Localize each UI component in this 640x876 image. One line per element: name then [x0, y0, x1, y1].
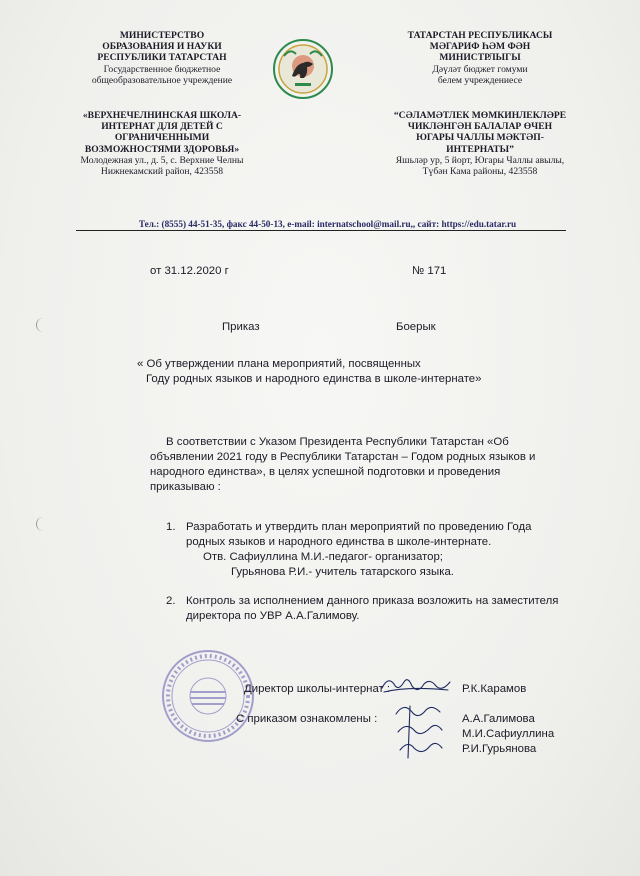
school-name: ИНТЕРНАТ ДЛЯ ДЕТЕЙ С [101, 121, 223, 133]
address: Нижнекамский район, 423558 [100, 166, 224, 178]
school-name: ИНТЕРНАТЫ” [446, 143, 514, 155]
org-type: белем учреждениесе [437, 74, 523, 86]
responsible-person: Отв. Сафиуллина М.И.-педагог- организатор; [203, 551, 443, 563]
ministry-name: МИНИСТРЛЫГЫ [439, 52, 521, 64]
official-stamp-icon [160, 648, 256, 744]
ministry-name: ОБРАЗОВАНИЯ И НАУКИ [102, 41, 222, 53]
director-signature-icon [378, 672, 454, 698]
director-label: Директор школы-интернат : [244, 683, 391, 695]
address: Молодежная ул., д. 5, с. Верхние Челны [80, 154, 244, 166]
responsible-person: Гурьянова Р.И.- учитель татарского языка. [231, 566, 454, 578]
school-name: ЧИКЛӘНГӘН БАЛАЛАР ӨЧЕН [407, 121, 553, 133]
contacts-line: Тел.: (8555) 44-51-35, факс 44-50-13, e-mail: internatschool@mail.ru,, сайт: https://edu.tatar.ru [138, 219, 517, 229]
list-item-number: 2. [166, 595, 176, 607]
acquainted-name: Р.И.Гурьянова [462, 743, 537, 755]
ministry-name: ТАТАРСТАН РЕСПУБЛИКАСЫ [407, 30, 553, 41]
acquainted-label: С приказом ознакомлены : [236, 713, 378, 725]
ministry-name: РЕСПУБЛИКИ ТАТАРСТАН [97, 52, 227, 64]
order-title-tt: Боерык [396, 321, 436, 333]
preamble: В соответствии с Указом Президента Республики Татарстан «Об [166, 436, 509, 448]
acquainted-name: А.А.Галимова [462, 713, 535, 725]
preamble: объявлении 2021 году в Республики Татарстан – Годом родных языков и [150, 451, 536, 463]
school-name: ОГРАНИЧЕННЫМИ [114, 132, 210, 144]
school-name: «ВЕРХНЕЧЕЛНИНСКАЯ ШКОЛА- [82, 110, 242, 122]
org-type: общеобразовательное учреждение [91, 74, 233, 86]
punch-hole [36, 318, 45, 332]
order-subject: Году родных языков и народного единства в школе-интернате» [146, 373, 482, 385]
preamble: народного единства», в целях успешной подготовки и проведения [150, 466, 501, 478]
list-item: Контроль за исполнением данного приказа возложить на заместителя [186, 595, 559, 607]
school-name: ВОЗМОЖНОСТЯМИ ЗДОРОВЬЯ» [84, 143, 240, 155]
letterhead-left [62, 30, 262, 177]
preamble: приказываю : [150, 481, 221, 493]
letterhead-right [380, 30, 580, 177]
list-item-number: 1. [166, 521, 176, 533]
order-title-ru: Приказ [222, 321, 260, 333]
org-type: Дәүләт бюджет гомуми [432, 63, 528, 75]
address: Түбән Кама районы, 423558 [422, 166, 538, 178]
ministry-name: МИНИСТЕРСТВО [119, 30, 205, 41]
punch-hole [36, 517, 45, 531]
list-item: Разработать и утвердить план мероприятий по проведению Года [186, 521, 532, 533]
director-name: Р.К.Карамов [462, 683, 527, 695]
order-number: № 171 [412, 265, 447, 277]
org-type: Государственное бюджетное [103, 63, 221, 75]
order-date: от 31.12.2020 г [150, 265, 229, 277]
list-item: родных языков и народного единства в школе-интернате. [186, 536, 492, 548]
acquainted-name: М.И.Сафиуллина [462, 728, 555, 740]
school-name: ЮГАРЫ ЧАЛЛЫ МӘКТӘП- [416, 132, 544, 144]
tatarstan-emblem-icon [272, 36, 334, 102]
address: Яшьләр ур, 5 йорт, Югары Чаллы авылы, [395, 154, 565, 166]
order-subject: « Об утверждении плана мероприятий, посвященных [137, 358, 421, 370]
school-name: “СӘЛАМӘТЛЕК МӨМКИНЛЕКЛӘРЕ [393, 110, 567, 122]
staff-signatures-icon [390, 700, 448, 762]
ministry-name: МӘГАРИФ ҺӘМ ФӘН [429, 41, 531, 53]
list-item: директора по УВР А.А.Галимову. [186, 610, 360, 622]
divider [76, 230, 566, 231]
